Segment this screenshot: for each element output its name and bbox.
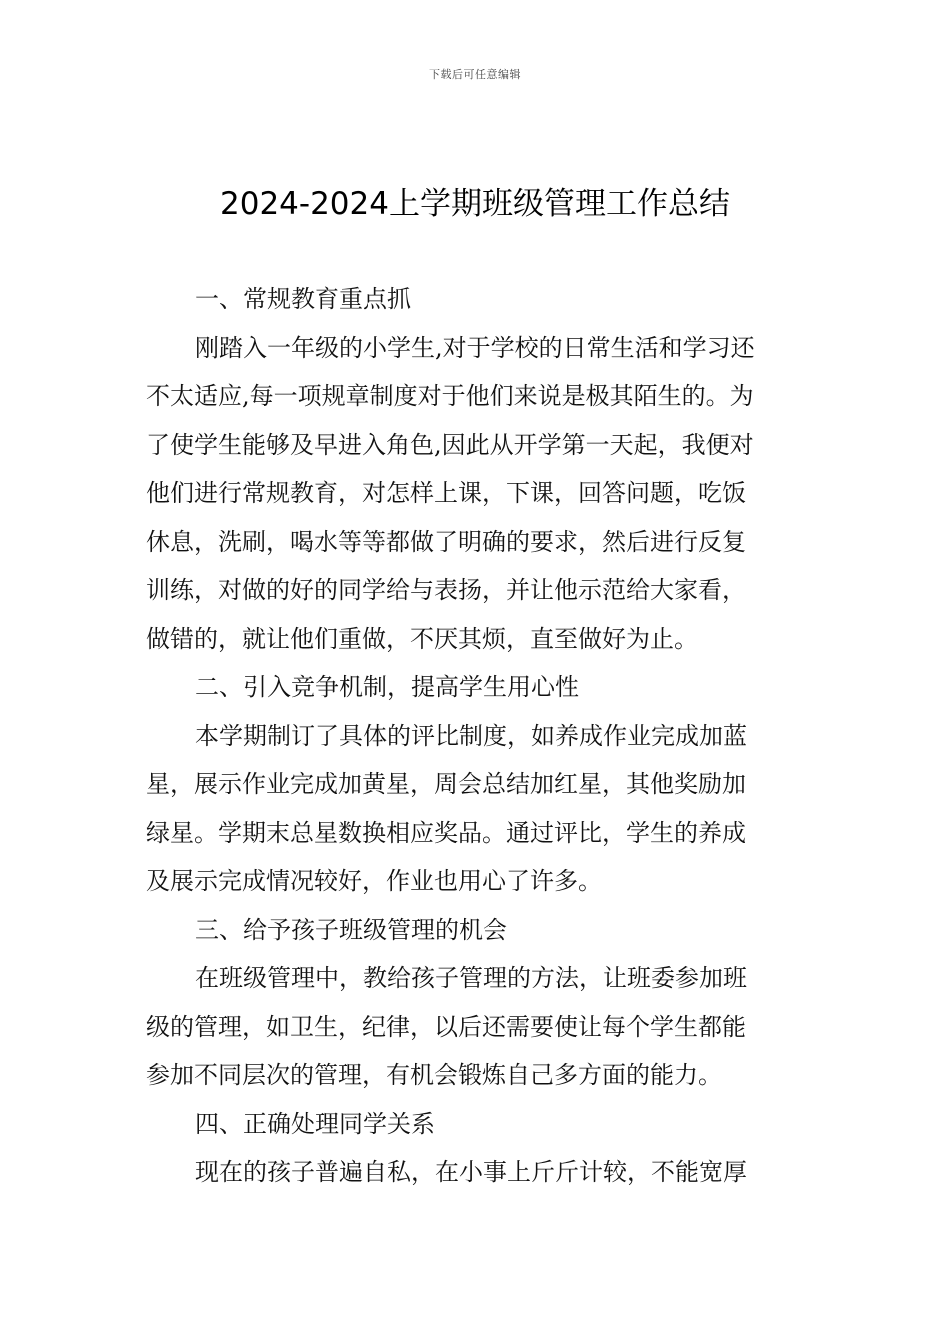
paragraph-line: 及展示完成情况较好，作业也用心了许多。: [146, 867, 602, 895]
paragraph-line: 星，展示作业完成加黄星，周会总结加红星，其他奖励加: [146, 770, 746, 798]
paragraph-line: 级的管理，如卫生，纪律，以后还需要使让每个学生都能: [146, 1012, 746, 1041]
page-header: 下载后可任意编辑: [429, 68, 521, 81]
paragraph-line: 不太适应,每一项规章制度对于他们来说是极其陌生的。为: [146, 382, 754, 410]
paragraph-line: 刚踏入一年级的小学生,对于学校的日常生活和学习还: [195, 333, 755, 362]
paragraph-line: 本学期制订了具体的评比制度，如养成作业完成加蓝: [195, 721, 747, 750]
section-heading-3: 三、给予孩子班级管理的机会: [195, 915, 507, 944]
paragraph-line: 了使学生能够及早进入角色,因此从开学第一天起，我便对: [146, 430, 754, 459]
document-body: [146, 275, 810, 1197]
section-heading-4: 四、正确处理同学关系: [195, 1109, 435, 1138]
section-heading-2: 二、引入竞争机制，提高学生用心性: [195, 673, 579, 701]
paragraph-line: 参加不同层次的管理，有机会锻炼自己多方面的能力。: [146, 1061, 722, 1089]
paragraph-line: 做错的，就让他们重做，不厌其烦，直至做好为止。: [146, 624, 698, 653]
paragraph-line: 休息，洗刷，喝水等等都做了明确的要求，然后进行反复: [146, 527, 746, 556]
paragraph-line: 绿星。学期末总星数换相应奖品。通过评比，学生的养成: [146, 818, 746, 847]
paragraph-line: 在班级管理中，教给孩子管理的方法，让班委参加班: [195, 964, 747, 992]
paragraph-line: 训练，对做的好的同学给与表扬，并让他示范给大家看，: [146, 576, 746, 604]
section-heading-1: 一、常规教育重点抓: [195, 285, 411, 313]
paragraph-line: 他们进行常规教育，对怎样上课，下课，回答问题，吃饭: [146, 479, 746, 507]
paragraph-line: 现在的孩子普遍自私，在小事上斤斤计较，不能宽厚: [195, 1158, 747, 1186]
document-title: 2024-2024上学期班级管理工作总结: [220, 186, 730, 222]
